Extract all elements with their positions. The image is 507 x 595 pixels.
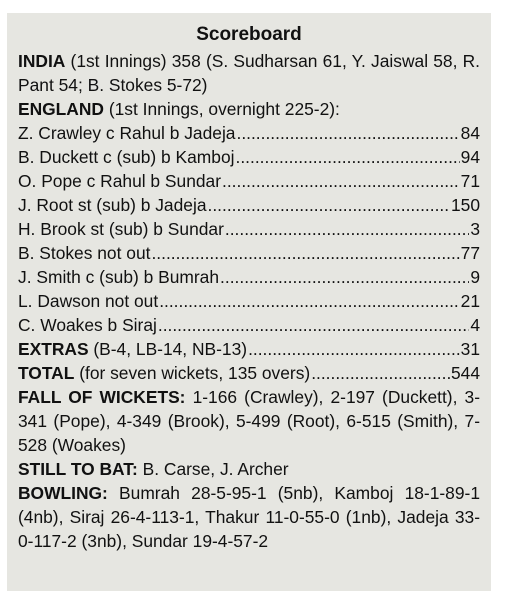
batting-row xyxy=(18,265,480,289)
batting-row xyxy=(18,169,480,193)
leader-dots xyxy=(222,169,460,193)
batting-row xyxy=(18,289,480,313)
india-innings xyxy=(18,49,480,97)
leader-dots xyxy=(159,289,459,313)
batter-runs: 21 xyxy=(460,291,480,311)
total-row xyxy=(18,361,480,385)
leader-dots xyxy=(311,361,450,385)
batting-row xyxy=(18,193,480,217)
batter-runs: 71 xyxy=(460,171,480,191)
scoreboard-card xyxy=(7,13,491,591)
india-label: INDIA xyxy=(18,51,66,71)
still-to-bat-detail: B. Carse, J. Archer xyxy=(137,459,289,479)
still-to-bat-label: STILL TO BAT: xyxy=(18,459,138,479)
batting-row xyxy=(18,313,480,337)
bowling-figures xyxy=(18,481,480,553)
extras-label: EXTRAS xyxy=(18,339,89,359)
batter-name: B. Stokes not out xyxy=(18,243,151,263)
batter-name: C. Woakes b Siraj xyxy=(18,315,157,335)
extras-text xyxy=(18,337,247,361)
leader-dots xyxy=(151,241,459,265)
england-innings-header xyxy=(18,97,480,121)
total-runs: 544 xyxy=(450,363,480,383)
batter-runs: 9 xyxy=(470,267,480,287)
batting-row xyxy=(18,241,480,265)
batter-runs: 77 xyxy=(460,243,480,263)
extras-detail: (B-4, LB-14, NB-13) xyxy=(88,339,248,359)
batting-row xyxy=(18,145,480,169)
batter-runs: 94 xyxy=(460,147,480,167)
batter-name: J. Root st (sub) b Jadeja xyxy=(18,195,207,215)
leader-dots xyxy=(248,337,460,361)
bowling-detail: Bumrah 28-5-95-1 (5nb), Kamboj 18-1-89-1 (4nb), Siraj 26-4-113-1, Thakur 11-0-55-0 (1nb), Jadeja 33-0-117-2 (3nb), Sundar 19-4-57-2 xyxy=(18,483,480,551)
fow-label: FALL OF WICKETS: xyxy=(18,387,186,407)
fow-detail: 1-166 (Crawley), 2-197 (Duckett), 3-341 (Pope), 4-349 (Brook), 5-499 (Root), 6-515 (Smith), 7-528 (Woakes) xyxy=(18,387,480,455)
extras-runs: 31 xyxy=(460,339,480,359)
extras-row xyxy=(18,337,480,361)
total-detail: (for seven wickets, 135 overs) xyxy=(74,363,311,383)
still-to-bat xyxy=(18,457,480,481)
leader-dots xyxy=(236,145,460,169)
total-label: TOTAL xyxy=(18,363,75,383)
batter-name: L. Dawson not out xyxy=(18,291,159,311)
batter-runs: 4 xyxy=(470,315,480,335)
batter-runs: 150 xyxy=(450,195,480,215)
batter-name: H. Brook st (sub) b Sundar xyxy=(18,219,224,239)
batter-runs: 84 xyxy=(460,123,480,143)
batter-runs: 3 xyxy=(470,219,480,239)
leader-dots xyxy=(220,265,469,289)
england-summary: (1st Innings, overnight 225-2): xyxy=(104,99,340,119)
batting-row xyxy=(18,121,480,145)
batter-name: B. Duckett c (sub) b Kamboj xyxy=(18,147,235,167)
leader-dots xyxy=(208,193,450,217)
batter-name: J. Smith c (sub) b Bumrah xyxy=(18,267,220,287)
england-label: ENGLAND xyxy=(18,99,104,119)
batter-name: Z. Crawley c Rahul b Jadeja xyxy=(18,123,236,143)
total-text xyxy=(18,361,310,385)
batter-name: O. Pope c Rahul b Sundar xyxy=(18,171,222,191)
fall-of-wickets xyxy=(18,385,480,457)
leader-dots xyxy=(225,217,469,241)
scoreboard-title: Scoreboard xyxy=(196,24,302,45)
india-summary: (1st Innings) 358 (S. Sudharsan 61, Y. Jaiswal 58, R. Pant 54; B. Stokes 5-72) xyxy=(18,51,480,95)
leader-dots xyxy=(158,313,469,337)
bowling-label: BOWLING: xyxy=(18,483,108,503)
batting-row xyxy=(18,217,480,241)
leader-dots xyxy=(236,121,459,145)
batting-list xyxy=(18,121,480,337)
